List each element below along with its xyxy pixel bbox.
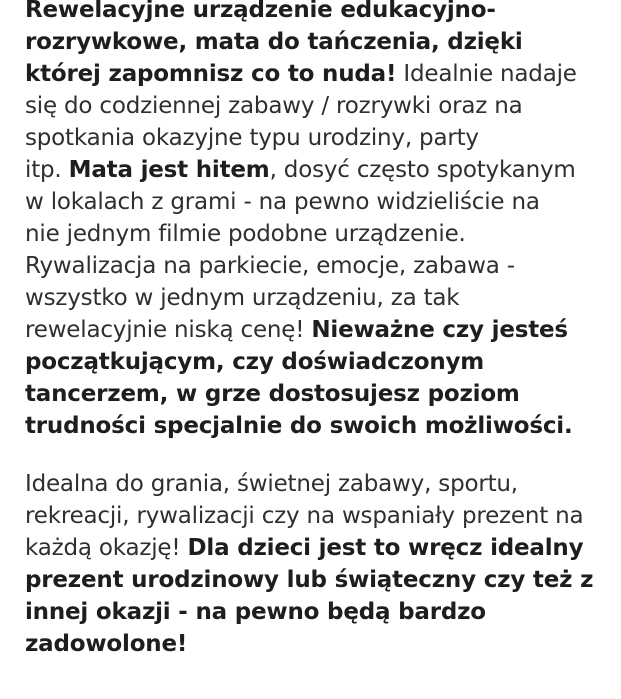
plain-text: Idealnie nadaje: [396, 61, 577, 87]
plain-text: itp.: [25, 157, 69, 183]
product-description: [25, 0, 613, 660]
text-line: [25, 90, 613, 122]
plain-text: , dosyć często spotykanym: [269, 157, 576, 183]
text-line: [25, 628, 613, 660]
bold-text: tancerzem, w grze dostosujesz poziom: [25, 381, 520, 407]
plain-text: spotkania okazyjne typu urodziny, party: [25, 125, 479, 151]
bold-text: prezent urodzinowy lub świąteczny czy też z: [25, 567, 594, 593]
bold-text: innej okazji - na pewno będą bardzo: [25, 599, 486, 625]
plain-text: Rywalizacja na parkiecie, emocje, zabawa -: [25, 253, 515, 279]
text-line: [25, 122, 613, 154]
text-line: [25, 26, 613, 58]
text-line: [25, 500, 613, 532]
plain-text: nie jednym filmie podobne urządzenie.: [25, 221, 466, 247]
text-line: [25, 410, 613, 442]
text-line: [25, 0, 613, 26]
text-line: [25, 346, 613, 378]
description-paragraph-2: [25, 468, 613, 660]
plain-text: wszystko w jednym urządzeniu, za tak: [25, 285, 460, 311]
plain-text: każdą okazję!: [25, 535, 188, 561]
bold-text: trudności specjalnie do swoich możliwości.: [25, 413, 573, 439]
text-line: [25, 532, 613, 564]
text-line: [25, 250, 613, 282]
plain-text: Idealna do grania, świetnej zabawy, sportu,: [25, 471, 518, 497]
plain-text: rekreacji, rywalizacji czy na wspaniały prezent na: [25, 503, 584, 529]
text-line: [25, 564, 613, 596]
text-line: [25, 468, 613, 500]
plain-text: się do codziennej zabawy / rozrywki oraz na: [25, 93, 523, 119]
bold-text: zadowolone!: [25, 631, 188, 657]
bold-text: początkującym, czy doświadczonym: [25, 349, 485, 375]
text-line: [25, 314, 613, 346]
bold-text: Mata jest hitem: [68, 157, 270, 183]
bold-text: której zapomnisz co to nuda!: [25, 61, 397, 87]
text-line: [25, 596, 613, 628]
text-line: [25, 218, 613, 250]
bold-text: Nieważne czy jesteś: [311, 317, 568, 343]
plain-text: w lokalach z grami - na pewno widzieliście na: [25, 189, 540, 215]
text-line: [25, 58, 613, 90]
text-line: [25, 154, 613, 186]
bold-text: rozrywkowe, mata do tańczenia, dzięki: [25, 29, 523, 55]
plain-text: rewelacyjnie niską cenę!: [25, 317, 312, 343]
bold-text: Dla dzieci jest to wręcz idealny: [187, 535, 584, 561]
bold-text: Rewelacyjne urządzenie edukacyjno-: [25, 0, 496, 23]
text-line: [25, 186, 613, 218]
text-line: [25, 282, 613, 314]
description-paragraph-1: [25, 0, 613, 442]
text-line: [25, 378, 613, 410]
